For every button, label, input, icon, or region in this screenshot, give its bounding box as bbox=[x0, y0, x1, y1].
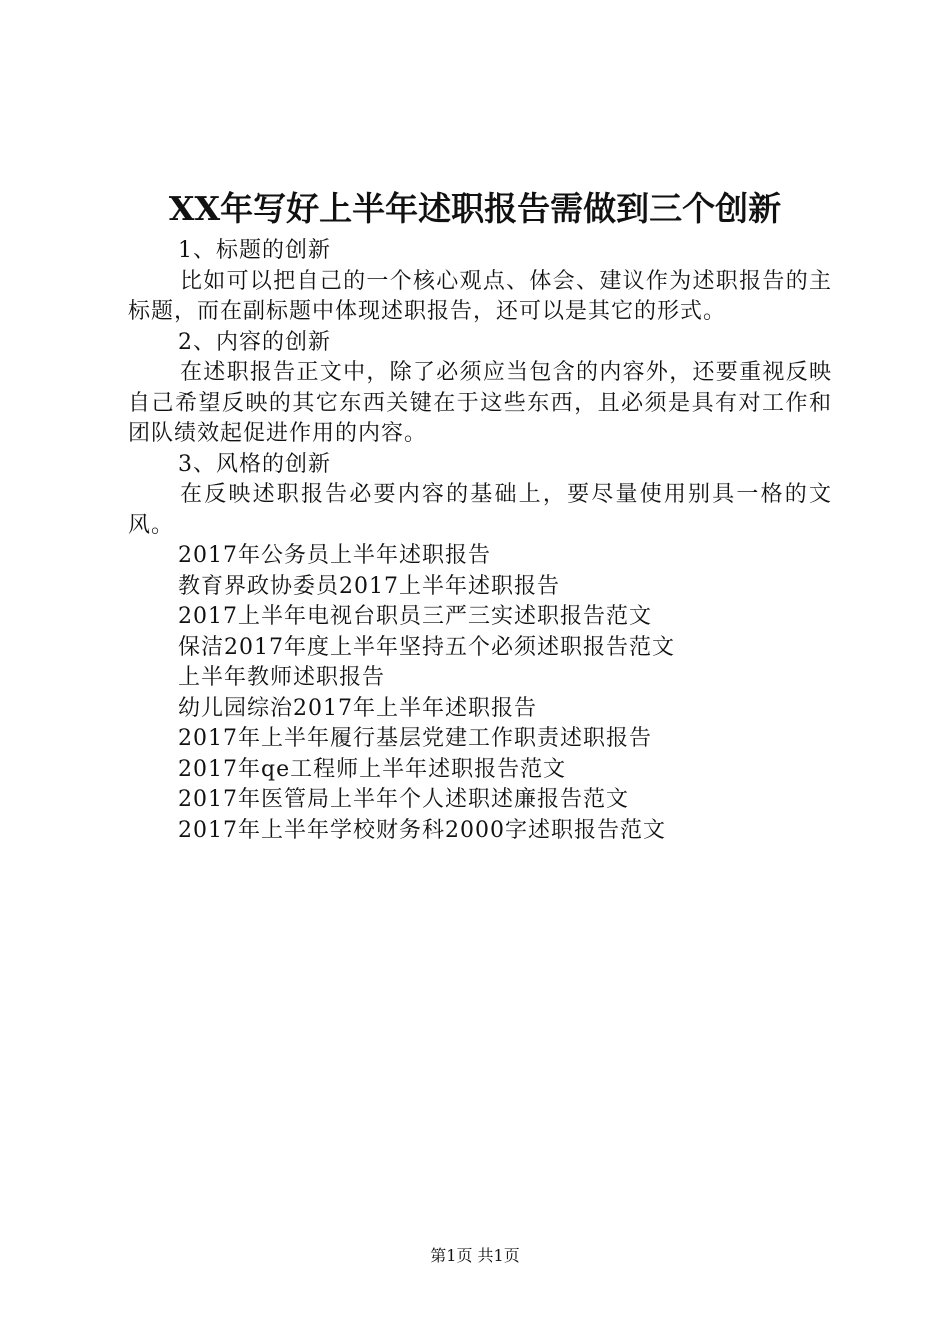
section-heading-1: 1、标题的创新 bbox=[178, 238, 331, 263]
page-title: XX年写好上半年述职报告需做到三个创新 bbox=[168, 189, 782, 228]
page-number-footer: 第1页 共1页 bbox=[430, 1246, 520, 1265]
related-link-1[interactable]: 2017年公务员上半年述职报告 bbox=[178, 543, 491, 568]
document-body bbox=[128, 236, 832, 846]
related-link-8[interactable]: 2017年qe工程师上半年述职报告范文 bbox=[178, 756, 567, 782]
related-link-6[interactable]: 幼儿园综治2017年上半年述职报告 bbox=[178, 695, 537, 721]
related-link-4[interactable]: 保洁2017年度上半年坚持五个必须述职报告范文 bbox=[178, 634, 675, 660]
section-paragraph-1: 比如可以把自己的一个核心观点、体会、建议作为述职报告的主标题，而在副标题中体现述职报告，还可以是其它的形式。 bbox=[128, 268, 832, 324]
section-heading-2: 2、内容的创新 bbox=[178, 329, 331, 355]
related-link-9[interactable]: 2017年医管局上半年个人述职述廉报告范文 bbox=[178, 787, 629, 812]
related-link-10[interactable]: 2017年上半年学校财务科2000字述职报告范文 bbox=[178, 817, 666, 843]
related-link-5[interactable]: 上半年教师述职报告 bbox=[178, 665, 386, 690]
section-heading-3: 3、风格的创新 bbox=[178, 451, 331, 477]
related-link-3[interactable]: 2017上半年电视台职员三严三实述职报告范文 bbox=[178, 604, 652, 629]
section-paragraph-2: 在述职报告正文中，除了必须应当包含的内容外，还要重视反映自己希望反映的其它东西关键在于这些东西，且必须是具有对工作和团队绩效起促进作用的内容。 bbox=[128, 360, 832, 446]
related-link-2[interactable]: 教育界政协委员2017上半年述职报告 bbox=[178, 573, 560, 599]
related-link-7[interactable]: 2017年上半年履行基层党建工作职责述职报告 bbox=[178, 726, 652, 751]
section-paragraph-3: 在反映述职报告必要内容的基础上，要尽量使用别具一格的文风。 bbox=[128, 482, 832, 538]
